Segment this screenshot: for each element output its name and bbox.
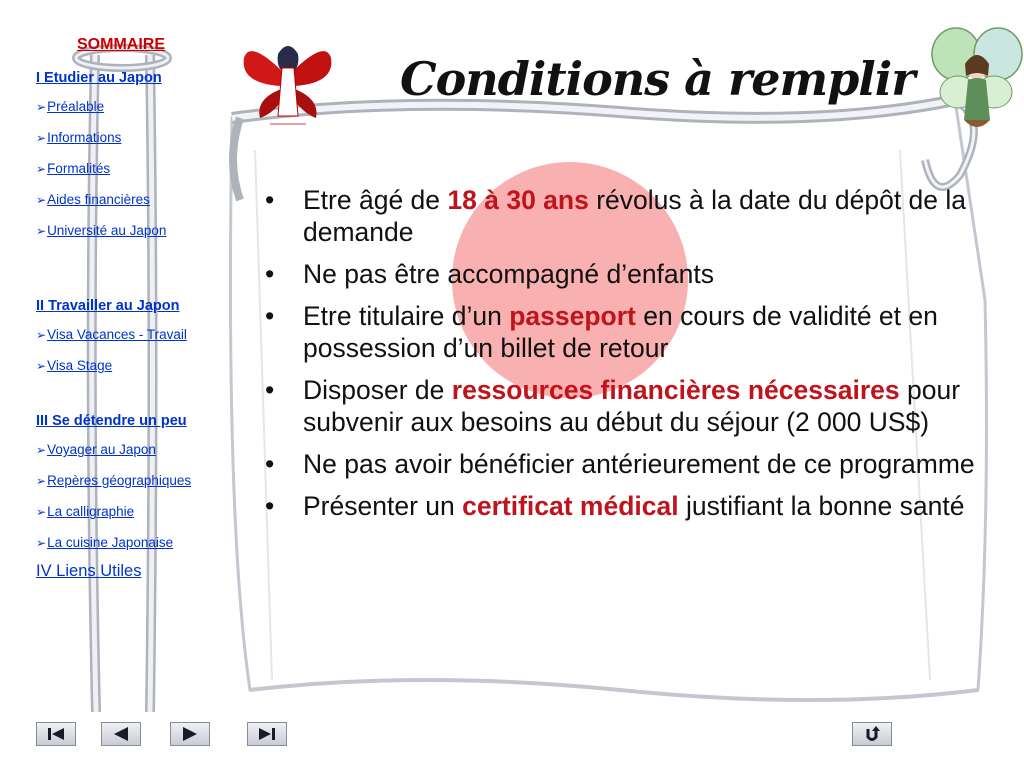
sidebar-item-universite[interactable] xyxy=(36,221,216,241)
bullet-icon: • xyxy=(265,185,275,215)
list-item xyxy=(265,184,995,248)
sidebar-item-cuisine[interactable] xyxy=(36,533,216,553)
bullet-text: Etre âgé de xyxy=(303,185,448,215)
bullet-icon: • xyxy=(265,259,275,289)
arrow-icon: ➢ xyxy=(36,193,47,207)
bullet-icon: • xyxy=(265,375,275,405)
list-item xyxy=(265,374,995,438)
sidebar-title[interactable]: SOMMAIRE xyxy=(77,36,165,53)
page-title: Conditions à remplir xyxy=(400,52,915,106)
spacer xyxy=(36,252,216,296)
arrow-icon: ➢ xyxy=(36,328,47,342)
bullet-icon: • xyxy=(265,449,275,479)
link-cuisine[interactable]: La cuisine Japonaise xyxy=(47,535,174,550)
link-voyager[interactable]: Voyager au Japon xyxy=(47,442,156,457)
link-informations[interactable]: Informations xyxy=(47,130,122,145)
arrow-icon: ➢ xyxy=(36,505,47,519)
sidebar-item-visa-stage[interactable] xyxy=(36,356,216,376)
sidebar-item-informations[interactable] xyxy=(36,128,216,148)
section-detendre[interactable]: III Se détendre un peu xyxy=(36,413,187,429)
list-item xyxy=(265,448,995,480)
conditions-list xyxy=(265,184,995,532)
sidebar-item-calligraphie[interactable] xyxy=(36,502,216,522)
sidebar-item-prealable[interactable] xyxy=(36,97,216,117)
link-calligraphie[interactable]: La calligraphie xyxy=(47,504,135,519)
arrow-icon: ➢ xyxy=(36,100,47,114)
bullet-text: justifiant la bonne santé xyxy=(678,491,965,521)
bullet-text: pour subvenir aux besoins au début du séjour (2 000 US$) xyxy=(303,375,961,437)
link-prealable[interactable]: Préalable xyxy=(47,99,105,114)
skip-last-icon xyxy=(256,726,278,742)
bullet-text: Etre titulaire d’un xyxy=(303,301,510,331)
bullet-highlight: ressources financières nécessaires xyxy=(451,375,900,405)
link-reperes[interactable]: Repères géographiques xyxy=(47,473,192,488)
sidebar-item-formalites[interactable] xyxy=(36,159,216,179)
bullet-icon: • xyxy=(265,301,275,331)
bullet-text: Ne pas avoir bénéficier antérieurement de ce programme xyxy=(303,449,975,479)
next-slide-button[interactable] xyxy=(170,722,210,746)
link-visa-stage[interactable]: Visa Stage xyxy=(47,358,113,373)
return-icon xyxy=(861,725,883,743)
bullet-text: en cours de validité et en possession d’un billet de retour xyxy=(303,301,938,363)
bullet-text: Présenter un xyxy=(303,491,463,521)
arrow-icon: ➢ xyxy=(36,359,47,373)
list-item xyxy=(265,258,995,290)
next-icon xyxy=(179,726,201,742)
arrow-icon: ➢ xyxy=(36,443,47,457)
bullet-highlight: certificat médical xyxy=(462,491,679,521)
sidebar-item-reperes[interactable] xyxy=(36,471,216,491)
arrow-icon: ➢ xyxy=(36,224,47,238)
link-liens-utiles[interactable]: IV Liens Utiles xyxy=(36,562,142,580)
link-visa-vacances[interactable]: Visa Vacances - Travail xyxy=(47,327,187,342)
spacer xyxy=(36,387,216,411)
sidebar-item-aides[interactable] xyxy=(36,190,216,210)
fairy-green-icon xyxy=(928,24,1023,136)
arrow-icon: ➢ xyxy=(36,536,47,550)
first-slide-button[interactable] xyxy=(36,722,76,746)
link-universite[interactable]: Université au Japon xyxy=(47,223,167,238)
link-formalites[interactable]: Formalités xyxy=(47,161,111,176)
bullet-text: révolus à la date du dépôt de la demande xyxy=(303,185,967,247)
bullet-highlight: 18 à 30 ans xyxy=(447,185,589,215)
arrow-icon: ➢ xyxy=(36,131,47,145)
link-aides-financieres[interactable]: Aides financières xyxy=(47,192,150,207)
previous-icon xyxy=(110,726,132,742)
bullet-text: Ne pas être accompagné d’enfants xyxy=(303,259,715,289)
arrow-icon: ➢ xyxy=(36,474,47,488)
last-slide-button[interactable] xyxy=(247,722,287,746)
section-etudier[interactable]: I Etudier au Japon xyxy=(36,70,162,86)
fairy-red-icon xyxy=(240,28,335,128)
bullet-highlight: passeport xyxy=(509,301,636,331)
arrow-icon: ➢ xyxy=(36,162,47,176)
list-item xyxy=(265,300,995,364)
sidebar-item-voyager[interactable] xyxy=(36,440,216,460)
bullet-icon: • xyxy=(265,491,275,521)
sidebar-menu xyxy=(36,36,216,581)
skip-first-icon xyxy=(45,726,67,742)
bullet-text: Disposer de xyxy=(303,375,452,405)
list-item xyxy=(265,490,995,522)
return-button[interactable] xyxy=(852,722,892,746)
sidebar-item-visa-vacances[interactable] xyxy=(36,325,216,345)
previous-slide-button[interactable] xyxy=(101,722,141,746)
section-travailler[interactable]: II Travailler au Japon xyxy=(36,298,180,314)
